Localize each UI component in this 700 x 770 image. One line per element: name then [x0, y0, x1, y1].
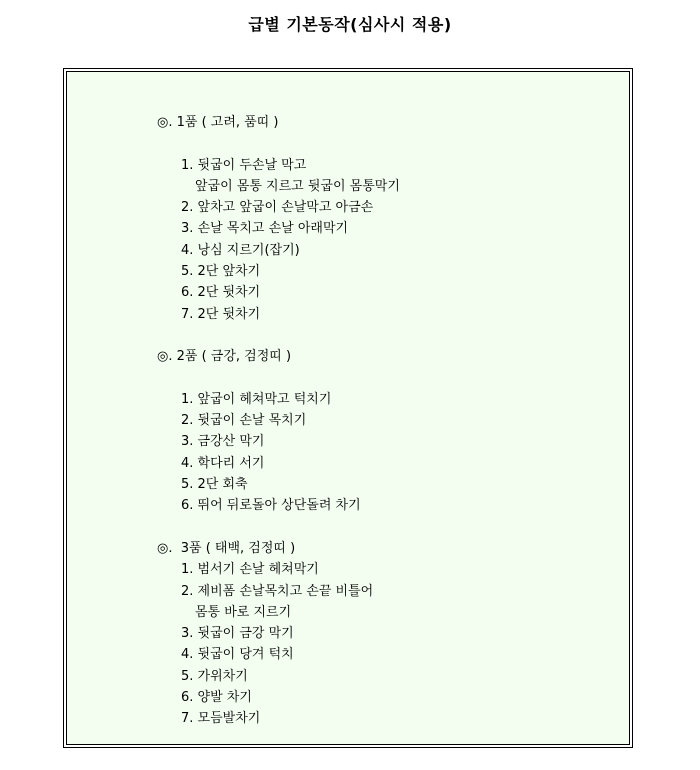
list-item: 1. 범서기 손날 헤쳐막기	[181, 562, 319, 578]
list-item: 1. 뒷굽이 두손날 막고	[181, 157, 307, 173]
list-item: 3. 금강산 막기	[181, 434, 265, 450]
spacer	[157, 133, 400, 154]
list-item: 3. 뒷굽이 금강 막기	[181, 626, 294, 642]
list-item: 6. 양발 차기	[181, 690, 252, 706]
list-item: 2. 앞차고 앞굽이 손날막고 아금손	[181, 200, 374, 216]
list-item: 6. 뛰어 뒤로돌아 상단돌려 차기	[181, 498, 361, 514]
list-item: 7. 모듬발차기	[181, 711, 261, 727]
content-frame-inner	[66, 71, 630, 745]
content-frame	[63, 68, 633, 748]
list-item: 7. 2단 뒷차기	[181, 306, 261, 322]
technique-list	[157, 112, 400, 730]
list-item: 1. 앞굽이 헤쳐막고 턱치기	[181, 391, 332, 407]
section-heading-3pum: ◎. 3품 ( 태백, 검정띠 )	[157, 540, 296, 556]
list-item: 4. 낭심 지르기(잡기)	[181, 242, 300, 258]
spacer	[157, 517, 400, 538]
spacer	[157, 368, 400, 389]
list-item: 2. 제비폼 손날목치고 손끝 비틀어	[181, 583, 374, 599]
page-title: 급별 기본동작(심사시 적용)	[248, 15, 452, 34]
list-item: 2. 뒷굽이 손날 목치기	[181, 413, 307, 429]
list-item: 5. 2단 앞차기	[181, 264, 261, 280]
list-item-continuation: 앞굽이 몸통 지르고 뒷굽이 몸통막기	[195, 178, 400, 194]
section-heading-2pum: ◎. 2품 ( 금강, 검정띠 )	[157, 349, 292, 365]
list-item: 5. 가위차기	[181, 668, 248, 684]
list-item: 5. 2단 회축	[181, 477, 248, 493]
list-item: 3. 손날 목치고 손날 아래막기	[181, 221, 349, 237]
list-item: 6. 2단 뒷차기	[181, 285, 261, 301]
list-item-continuation: 몸통 바로 지르기	[195, 604, 292, 620]
list-item: 4. 뒷굽이 당겨 턱치	[181, 647, 294, 663]
spacer	[157, 325, 400, 346]
list-item: 4. 학다리 서기	[181, 455, 265, 471]
section-heading-1pum: ◎. 1품 ( 고려, 품띠 )	[157, 115, 279, 130]
